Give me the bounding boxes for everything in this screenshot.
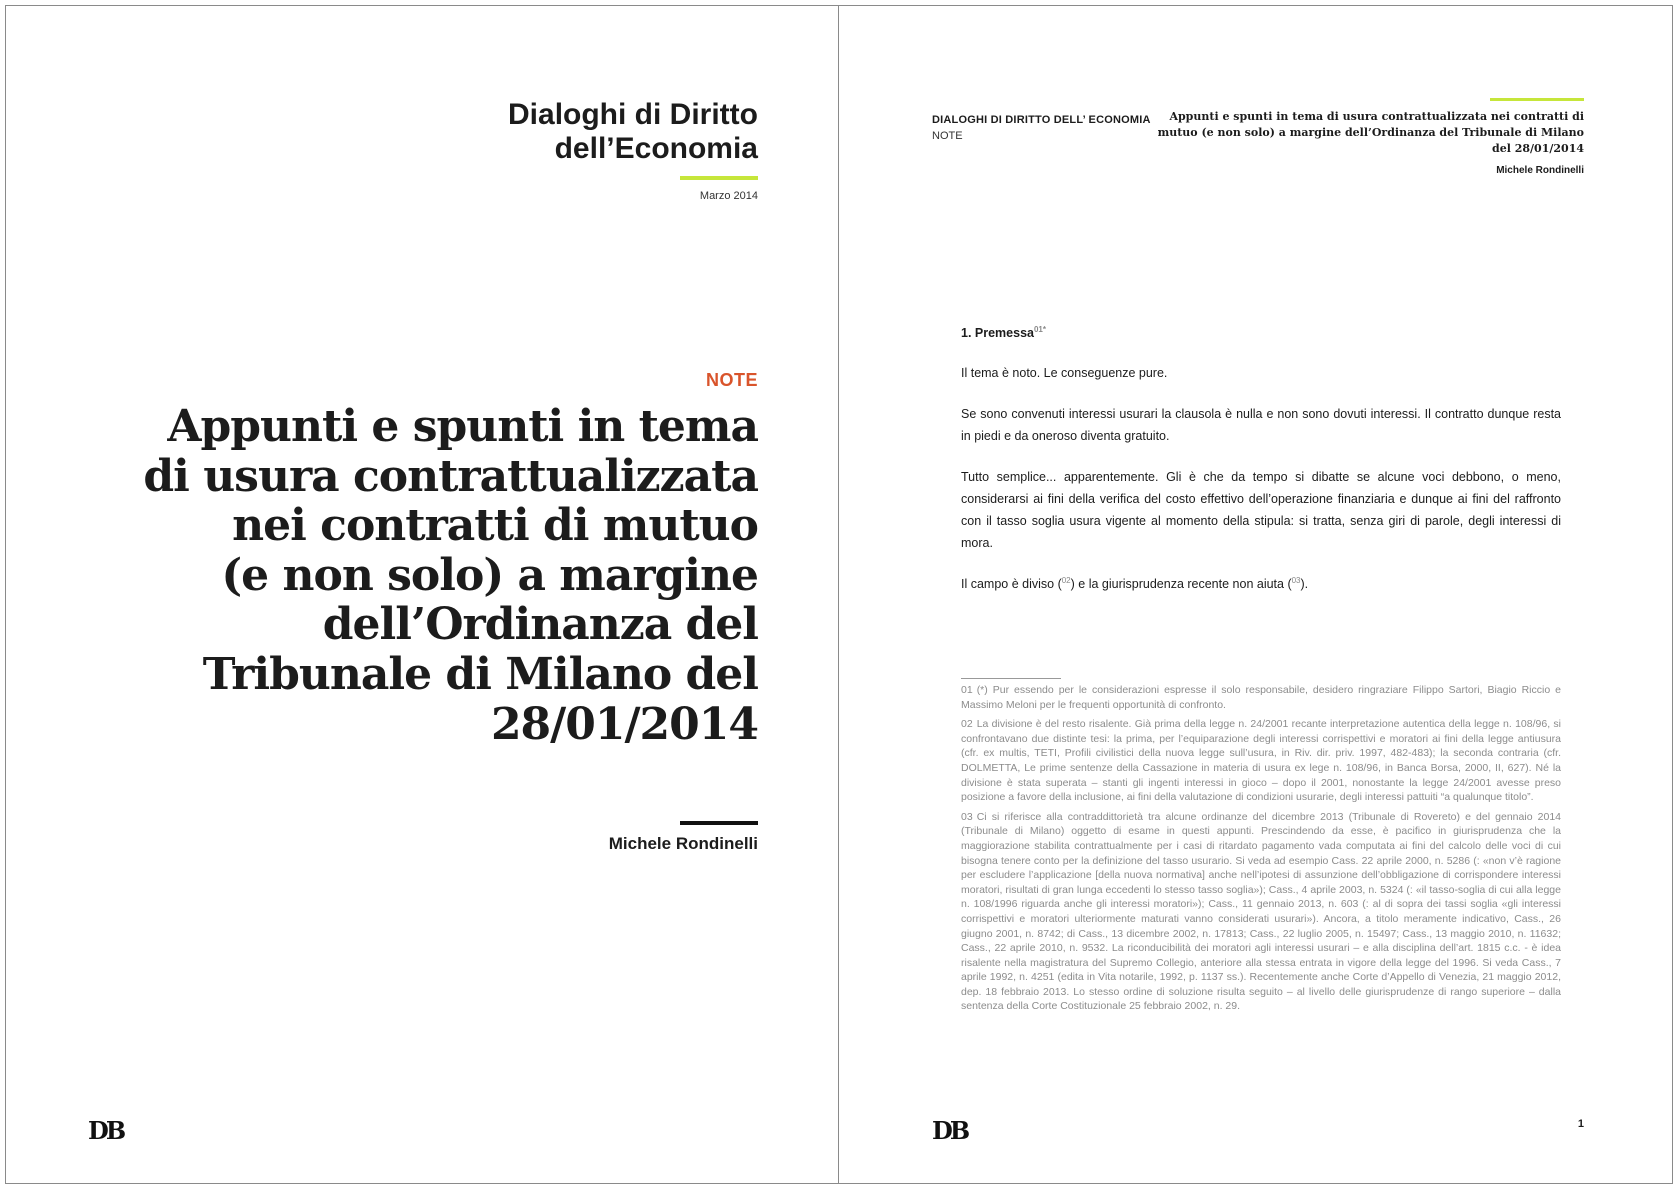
page-number: 1 [1577,1118,1584,1130]
section-label: NOTE [705,370,758,390]
footnote [961,810,1561,1014]
journal-title-line: Dialoghi di Diritto [508,98,758,131]
body-paragraph: Il tema è noto. Le conseguenze pure. [961,366,1168,380]
footnote-separator [961,678,1061,679]
publisher-logo: DB [88,1116,124,1145]
footnote [961,717,1561,805]
publisher-logo: DB [932,1116,968,1145]
article-title [138,402,758,749]
article-title-line: nei contratti di mutuo [232,500,758,552]
journal-title-line: dell’Economia [554,132,758,165]
footnote-number: 01 [961,684,973,696]
article-title-line: Appunti e spunti in tema [167,401,758,452]
section-heading-text: 1. Premessa [961,326,1034,340]
footnote-text: (*) Pur essendo per le considerazioni espresse il solo responsabile, desidero ringraziare Filippo Sartori, Biagio Riccio e Massimo Meloni per le frequenti opportunità di confronto. [961,684,1561,711]
footnote-text: La divisione è del resto risalente. Già prima della legge n. 24/2001 recante interpretazione autentica della legge n. 108/96, si confrontavano due distinte tesi: la prima, per l’equiparazione degli interessi corrispettivi e moratori ai fini della legge antiusura (cfr. ex multis, TETI, Profili civilistici della nuova legge sull’usura, in Riv. dir. priv. 1997, 482-483); la seconda contraria (cfr. DOLMETTA, Le prime sentenze della Cassazione in materia di usura ex lege n. 108/96, in Banca Borsa, 2000, II, 627). Né la divisione è stata superata – stanti gli ingenti interessi in gioco – dopo il 2001, nonostante la legge 24/2001 avesse preso posizione a favore della inclusione, ai fini della valutazione di condizioni usurarie, degli interessi pattuiti “a qualunque titolo”. [961,718,1561,804]
footnote-number: 03 [961,810,973,823]
body-paragraph [961,573,1561,595]
body-text-fragment: ). [1300,577,1309,591]
author-name: Michele Rondinelli [608,834,758,853]
footnote [961,683,1561,712]
section-heading [961,322,1561,344]
footnote-ref[interactable]: 03 [1291,575,1301,585]
article-title-line: 28/01/2014 [490,698,758,750]
article-title-line: dell’Ordinanza del [322,599,758,651]
footnotes [961,683,1561,1019]
body-paragraph: Se sono convenuti interessi usurari la clausola è nulla e non sono dovuti interessi. Il contratto dunque resta in piedi e da oneroso diventa gratuito. [961,407,1561,443]
accent-rule [680,176,758,180]
body-text-fragment: Il campo è diviso ( [961,577,1062,591]
article-title-line: di usura contrattualizzata [143,450,758,502]
running-head-author: Michele Rondinelli [1496,165,1584,176]
right-page [839,6,1672,1183]
footnote-ref[interactable]: 01* [1033,324,1046,334]
accent-rule [1490,98,1584,101]
body-text-fragment: ) e la giurisprudenza recente non aiuta ( [1070,577,1292,591]
footnote-text: Ci si riferisce alla contraddittorietà tra alcune ordinanze del dicembre 2013 (Tribunale di Rovereto) e del gennaio 2014 (Tribunale di Milano) oggetto di esame in questi appunti. Prescindendo da esse, è pacifico in giurisprudenza che la maggiorazione stabilita contrattualmente per i casi di ritardato pagamento vada computata ai fini del calcolo delle voci di cui bisogna tenere conto per la definizione del tasso usurario. Si veda ad esempio Cass. 22 aprile 2000, n. 5286 (: «non v’è ragione per escludere l’applicazione [della nuova normativa] anche nell’ipotesi di assunzione dell’obbligazione di corrispondere interessi moratori, risultati di gran lunga eccedenti lo stesso tasso soglia»); Cass., 4 aprile 2003, n. 5324 (: «il tasso-soglia di cui alla legge n. 108/1996 riguarda anche gli interessi moratori»); Cass., 11 gennaio 2013, n. 603 (: al di sopra dei tassi soglia «gli interessi corrispettivi e moratori ulteriormente maturati vanno considerati usurari»). Ancora, a titolo meramente indicativo, Cass., 26 giugno 2001, n. 8742; di Cass., 13 dicembre 2002, n. 17813; Cass., 22 luglio 2005, n. 15497; Cass., 13 maggio 2010, n. 11632; Cass., 22 aprile 2010, n. 9532. La riconducibilità dei moratori agli interessi usurari – e alla disciplina dell’art. 1815 c.c. - è idea risalente nella magistratura del Supremo Collegio, anteriore alla stessa entrata in vigore della legge del 1996. Si veda Cass., 7 aprile 1992, n. 4251 (edita in Vita notarile, 1992, p. 1137 ss.). Recentemente anche Corte d’Appello di Venezia, 21 maggio 2012, dep. 18 febbraio 2013. Lo stesso ordine di soluzione risulta seguito – al livello delle giurisprudenze di rango superiore – dalla sentenza della Corte Costituzionale 25 febbraio 2002, n. 29. [961,810,1561,1013]
journal-title [508,98,758,166]
author-rule [680,821,758,825]
document-spread [5,5,1673,1184]
article-title-line: (e non solo) a margine [221,549,758,601]
running-head-title: Appunti e spunti in tema di usura contrattualizzata nei contratti di mutuo (e non solo) a margine dell’Ordinanza del Tribunale di Milano del 28/01/2014 [1157,110,1584,155]
left-page [6,6,839,1183]
article-body [961,322,1561,614]
article-title-line: Tribunale di Milano del [202,648,758,700]
running-head-section: NOTE [932,130,963,142]
footnote-number: 02 [961,718,973,731]
footnote-ref[interactable]: 02 [1061,575,1071,585]
running-head-journal: DIALOGHI DI DIRITTO DELL’ ECONOMIA [932,114,1151,126]
body-paragraph: Tutto semplice... apparentemente. Gli è che da tempo si dibatte se alcune voci debbono, o meno, considerarsi ai fini della verifica del costo effettivo dell’operazione finanziaria e dunque ai fini del raffronto con il tasso soglia usura vigente al momento della stipula: si tratta, senza giri di parole, degli interessi di mora. [961,470,1561,550]
issue-date: Marzo 2014 [699,190,758,202]
